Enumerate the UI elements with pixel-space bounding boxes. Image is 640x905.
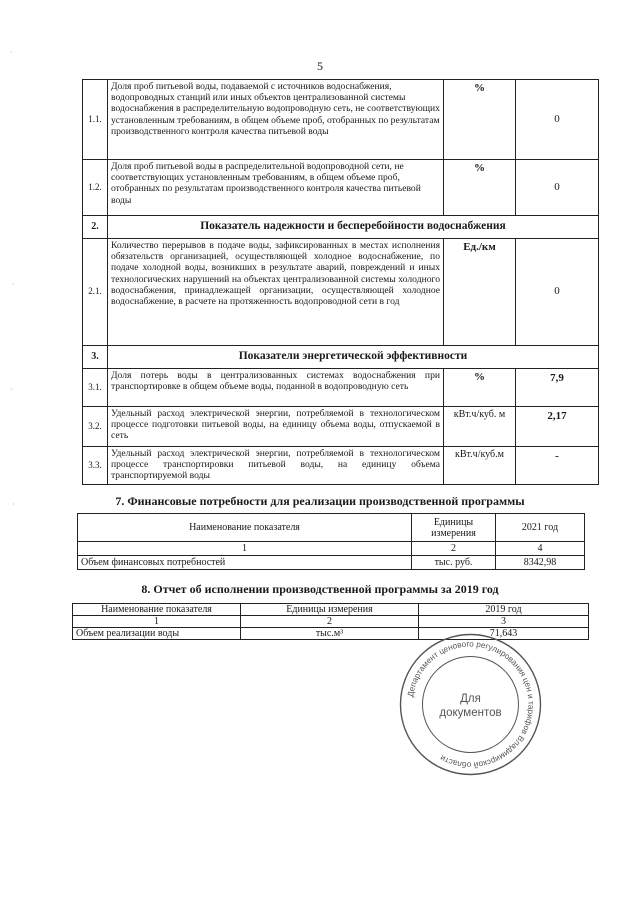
column-index: 1 xyxy=(73,616,241,628)
row-number: 1.2. xyxy=(83,160,108,216)
indicator-description: Количество перерывов в подаче воды, зафиксированных в местах исполнения обязательств организацией, осуществляющей холодное водоснабжение, по подаче холодной воды, возникших в результате аварий, повреждений и иных технологических нарушений на объектах централизованной системы холодного водоснабжения, принадлежащей организации, осуществляющей холодное водоснабжение, в расчете на протяженность водопроводной сети в год xyxy=(108,239,444,346)
page-number: 5 xyxy=(317,59,323,73)
indicator-name: Объем финансовых потребностей xyxy=(78,556,412,570)
column-header: Единицы измерения xyxy=(412,514,496,542)
indicator-value: 8342,98 xyxy=(496,556,585,570)
index-row xyxy=(78,542,585,556)
indicator-unit: тыс.м³ xyxy=(241,628,419,640)
table-header-row xyxy=(78,514,585,542)
indicators-table xyxy=(82,79,599,485)
index-row xyxy=(73,616,589,628)
indicator-unit: % xyxy=(444,80,516,160)
indicator-description: Удельный расход электрической энергии, потребляемой в технологическом процессе транспортировки питьевой воды, на единицу объема транспортируемой воды xyxy=(108,447,444,485)
section-number: 2. xyxy=(83,216,108,239)
indicator-description: Удельный расход электрической энергии, потребляемой в технологическом процессе подготовки питьевой воды, на единицу объема воды, отпускаемой в сеть xyxy=(108,407,444,447)
row-number: 3.2. xyxy=(83,407,108,447)
column-header: Наименование показателя xyxy=(78,514,412,542)
table-row xyxy=(83,407,599,447)
column-index: 2 xyxy=(412,542,496,556)
stamp-center-line-1: Для xyxy=(460,693,481,705)
indicator-value: 0 xyxy=(516,239,599,346)
indicator-value: - xyxy=(516,447,599,485)
indicator-value: 7,9 xyxy=(516,369,599,407)
margin-scan-mark: · xyxy=(10,48,13,57)
column-header: Единицы измерения xyxy=(241,604,419,616)
table-row xyxy=(78,556,585,570)
table-row xyxy=(83,160,599,216)
indicator-name: Объем реализации воды xyxy=(73,628,241,640)
indicator-value: 0 xyxy=(516,160,599,216)
row-number: 3.1. xyxy=(83,369,108,407)
table-header-row xyxy=(73,604,589,616)
table-row xyxy=(83,80,599,160)
table-row xyxy=(83,447,599,485)
indicator-value: 71,643 xyxy=(419,628,589,640)
column-header: 2021 год xyxy=(496,514,585,542)
section-8-heading: 8. Отчет об исполнении производственной программы за 2019 год xyxy=(141,582,499,596)
indicator-value: 0 xyxy=(516,80,599,160)
section-number: 3. xyxy=(83,346,108,369)
section-7-heading: 7. Финансовые потребности для реализации производственной программы xyxy=(115,494,525,508)
section-title: Показатель надежности и бесперебойности водоснабжения xyxy=(108,216,599,239)
stamp-center-line-2: документов xyxy=(439,707,502,719)
financial-needs-table xyxy=(77,513,585,570)
row-number: 3.3. xyxy=(83,447,108,485)
row-number: 1.1. xyxy=(83,80,108,160)
margin-scan-mark: · xyxy=(10,385,13,394)
indicator-unit: Ед./км xyxy=(444,239,516,346)
indicator-unit: % xyxy=(444,160,516,216)
indicator-description: Доля проб питьевой воды, подаваемой с источников водоснабжения, водопроводных станций или иных объектов централизованной системы водоснабжения в распределительную водопроводную сеть, не соответствующих установленным требованиям, в общем объеме проб, отобранных по результатам производственного контроля качества питьевой воды xyxy=(108,80,444,160)
column-index: 3 xyxy=(419,616,589,628)
column-index: 4 xyxy=(496,542,585,556)
indicator-value: 2,17 xyxy=(516,407,599,447)
table-row xyxy=(83,369,599,407)
official-stamp xyxy=(398,632,543,777)
indicator-unit: кВт.ч/куб.м xyxy=(444,447,516,485)
indicator-unit: % xyxy=(444,369,516,407)
table-row xyxy=(83,239,599,346)
section-title: Показатели энергетической эффективности xyxy=(108,346,599,369)
row-number: 2.1. xyxy=(83,239,108,346)
column-header: Наименование показателя xyxy=(73,604,241,616)
stamp-ring-text: Департамент ценового регулирования цен и тарифов Владимирской области xyxy=(405,639,536,770)
indicator-description: Доля проб питьевой воды в распределительной водопроводной сети, не соответствующих установленным требованиям, в общем объеме проб, отобранных по результатам производственного контроля качества питьевой воды xyxy=(108,160,444,216)
margin-scan-mark: · xyxy=(12,280,15,289)
column-index: 2 xyxy=(241,616,419,628)
indicator-description: Доля потерь воды в централизованных системах водоснабжения при транспортировке в общем объеме воды, поданной в водопроводную сеть xyxy=(108,369,444,407)
column-header: 2019 год xyxy=(419,604,589,616)
margin-scan-mark: · xyxy=(12,500,15,509)
column-index: 1 xyxy=(78,542,412,556)
section-row xyxy=(83,346,599,369)
section-row xyxy=(83,216,599,239)
indicator-unit: кВт.ч/куб. м xyxy=(444,407,516,447)
indicator-unit: тыс. руб. xyxy=(412,556,496,570)
